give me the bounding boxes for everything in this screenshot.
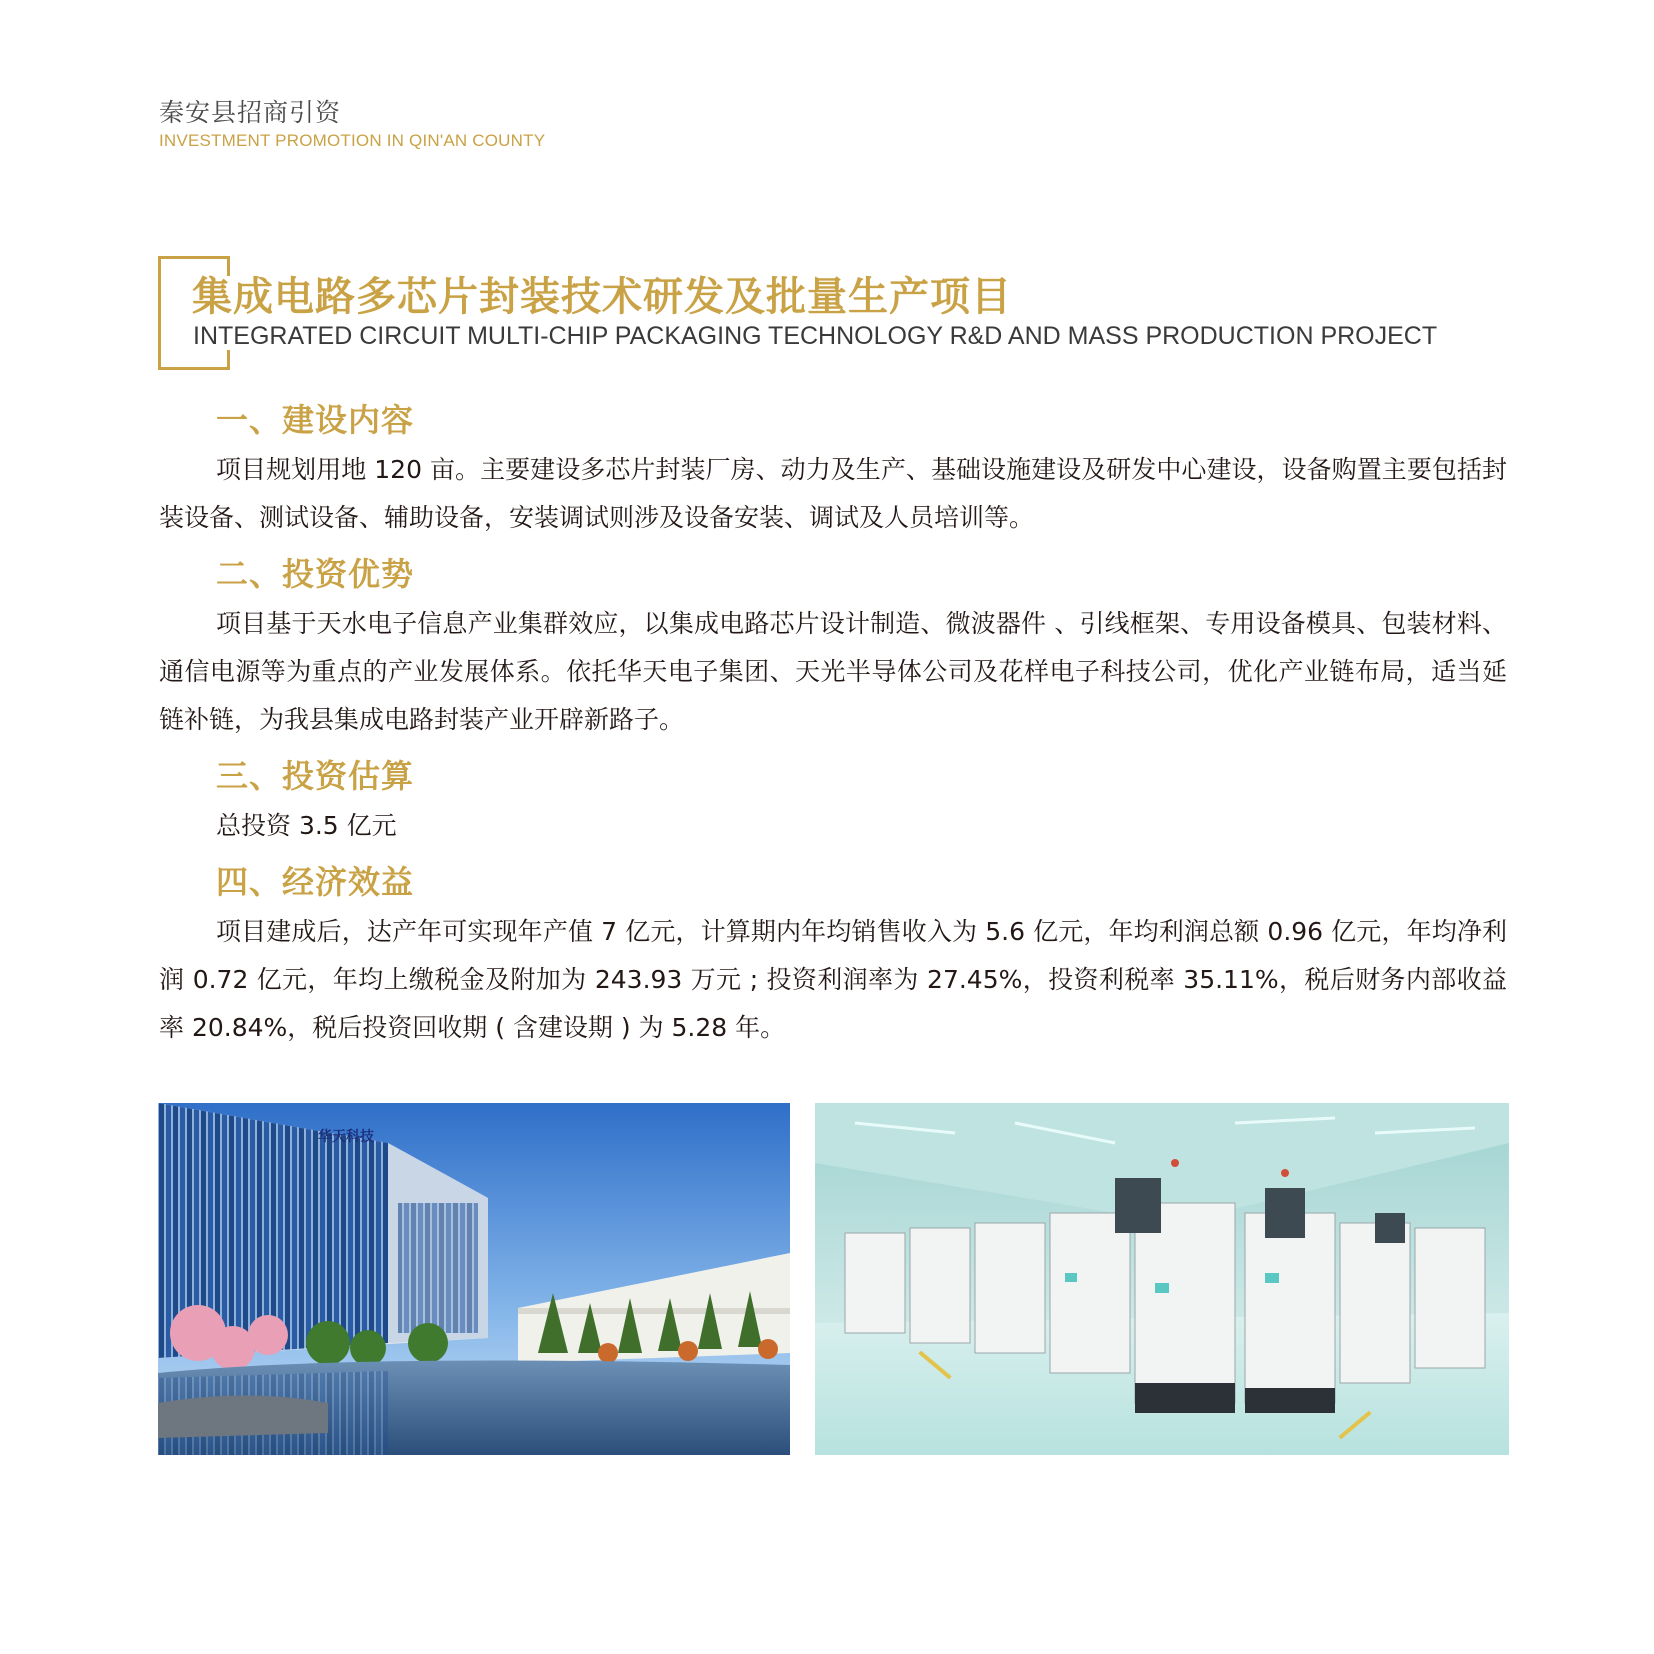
section-heading: 一、建设内容 xyxy=(216,401,415,439)
section-body: 总投资 3.5 亿元 xyxy=(216,811,397,840)
project-title-cn: 集成电路多芯片封装技术研发及批量生产项目 xyxy=(192,274,1012,320)
section-heading: 三、投资估算 xyxy=(216,757,415,795)
section-construction xyxy=(159,398,1507,542)
section-advantages xyxy=(159,552,1507,744)
header-title-cn: 秦安县招商引资 xyxy=(159,98,342,127)
header-title-en: INVESTMENT PROMOTION IN QIN'AN COUNTY xyxy=(159,131,546,150)
section-body: 项目规划用地 120 亩。主要建设多芯片封装厂房、动力及生产、基础设施建设及研发中心建设，设备购置主要包括封装设备、测试设备、辅助设备，安装调试则涉及设备安装、调试及人员培训等。 xyxy=(159,455,1507,532)
office-building-photo xyxy=(158,1103,790,1455)
company-sign: 华天科技 xyxy=(318,1129,374,1145)
section-benefits xyxy=(159,860,1507,1052)
section-heading: 四、经济效益 xyxy=(216,863,415,901)
section-estimate xyxy=(159,754,1507,850)
page-header xyxy=(159,96,545,152)
project-title-en: INTEGRATED CIRCUIT MULTI-CHIP PACKAGING TECHNOLOGY R&D AND MASS PRODUCTION PROJECT xyxy=(193,322,1438,350)
section-body: 项目基于天水电子信息产业集群效应，以集成电路芯片设计制造、微波器件 、引线框架、专用设备模具、包装材料、通信电源等为重点的产业发展体系。依托华天电子集团、天光半导体公司及花样电子科技公司，优化产业链布局，适当延链补链，为我县集成电路封装产业开辟新路子。 xyxy=(159,609,1507,734)
project-content xyxy=(159,398,1507,1062)
production-line-photo xyxy=(815,1103,1509,1455)
section-body: 项目建成后，达产年可实现年产值 7 亿元，计算期内年均销售收入为 5.6 亿元，年均利润总额 0.96 亿元，年均净利润 0.72 亿元，年均上缴税金及附加为 243.93 万元 ; 投资利润率为 27.45%，投资利税率 35.11%，税后财务内部收益率 20.84%，税后投资回收期 ( 含建设期 ) 为 5.28 年。 xyxy=(159,917,1507,1042)
section-heading: 二、投资优势 xyxy=(216,555,415,593)
